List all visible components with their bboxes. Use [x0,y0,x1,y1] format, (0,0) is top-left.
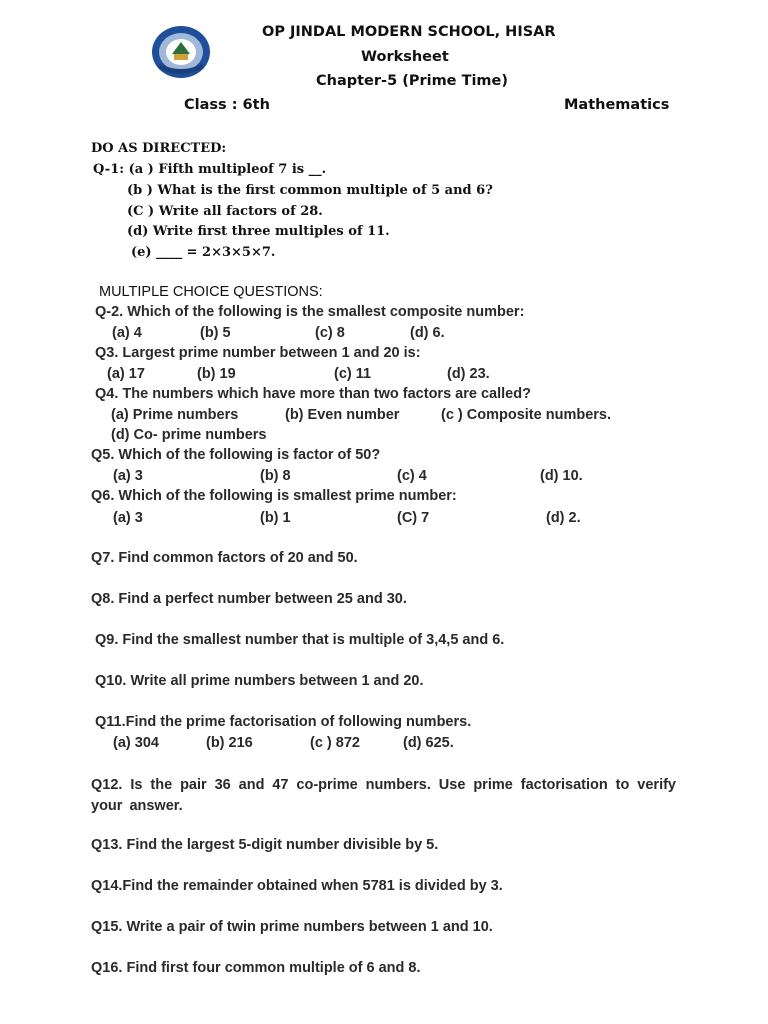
question-3: Q3. Largest prime number between 1 and 20 is: [95,345,421,361]
q2-option-a: (a) 4 [112,325,142,341]
section-title-directed: DO AS DIRECTED: [91,141,227,156]
question-1e: (e) ____ = 2×3×5×7. [131,245,276,260]
q2-option-b: (b) 5 [200,325,231,341]
question-1d: (d) Write first three multiples of 11. [127,224,390,239]
question-2: Q-2. Which of the following is the smallest composite number: [95,304,525,320]
q4-option-c: (c ) Composite numbers. [441,407,611,423]
question-11: Q11.Find the prime factorisation of following numbers. [95,714,472,730]
question-15: Q15. Write a pair of twin prime numbers between 1 and 10. [91,919,493,935]
question-1c: (C ) Write all factors of 28. [127,204,323,219]
q11-option-a: (a) 304 [113,735,159,751]
q5-option-c: (c) 4 [397,468,427,484]
q2-option-c: (c) 8 [315,325,345,341]
q5-option-b: (b) 8 [260,468,291,484]
question-4: Q4. The numbers which have more than two factors are called? [95,386,531,402]
q3-option-b: (b) 19 [197,366,236,382]
school-logo [150,24,212,80]
section-title-mcq: MULTIPLE CHOICE QUESTIONS: [99,284,323,300]
question-8: Q8. Find a perfect number between 25 and 30. [91,591,407,607]
q4-option-b: (b) Even number [285,407,400,423]
q11-option-d: (d) 625. [403,735,454,751]
subject-label: Mathematics [564,97,670,113]
question-6: Q6. Which of the following is smallest prime number: [91,488,457,504]
q6-option-c: (C) 7 [397,510,430,526]
question-13: Q13. Find the largest 5-digit number divisible by 5. [91,837,439,853]
question-12: Q12. Is the pair 36 and 47 co-prime numbers. Use prime factorisation to verify your answer. [91,777,676,814]
q2-option-d: (d) 6. [410,325,445,341]
q6-option-d: (d) 2. [546,510,581,526]
question-14: Q14.Find the remainder obtained when 5781 is divided by 3. [91,878,503,894]
question-5: Q5. Which of the following is factor of 50? [91,447,381,463]
q6-option-a: (a) 3 [113,510,143,526]
q3-option-d: (d) 23. [447,366,490,382]
q4-option-d: (d) Co- prime numbers [111,427,267,443]
question-1a: Q-1: (a ) Fifth multipleof 7 is __. [93,162,327,177]
q5-option-a: (a) 3 [113,468,143,484]
school-name: OP JINDAL MODERN SCHOOL, HISAR [262,24,556,40]
question-9: Q9. Find the smallest number that is multiple of 3,4,5 and 6. [95,632,505,648]
question-7: Q7. Find common factors of 20 and 50. [91,550,358,566]
question-16: Q16. Find first four common multiple of 6 and 8. [91,960,421,976]
q5-option-d: (d) 10. [540,468,583,484]
document-type: Worksheet [361,49,449,65]
question-1b: (b ) What is the first common multiple of 5 and 6? [127,183,493,198]
q3-option-c: (c) 11 [334,366,372,382]
q3-option-a: (a) 17 [107,366,145,382]
q11-option-c: (c ) 872 [310,735,360,751]
question-10: Q10. Write all prime numbers between 1 and 20. [95,673,424,689]
q4-option-a: (a) Prime numbers [111,407,239,423]
q6-option-b: (b) 1 [260,510,291,526]
class-label: Class : 6th [184,97,270,113]
q11-option-b: (b) 216 [206,735,253,751]
chapter-title: Chapter-5 (Prime Time) [316,73,508,89]
